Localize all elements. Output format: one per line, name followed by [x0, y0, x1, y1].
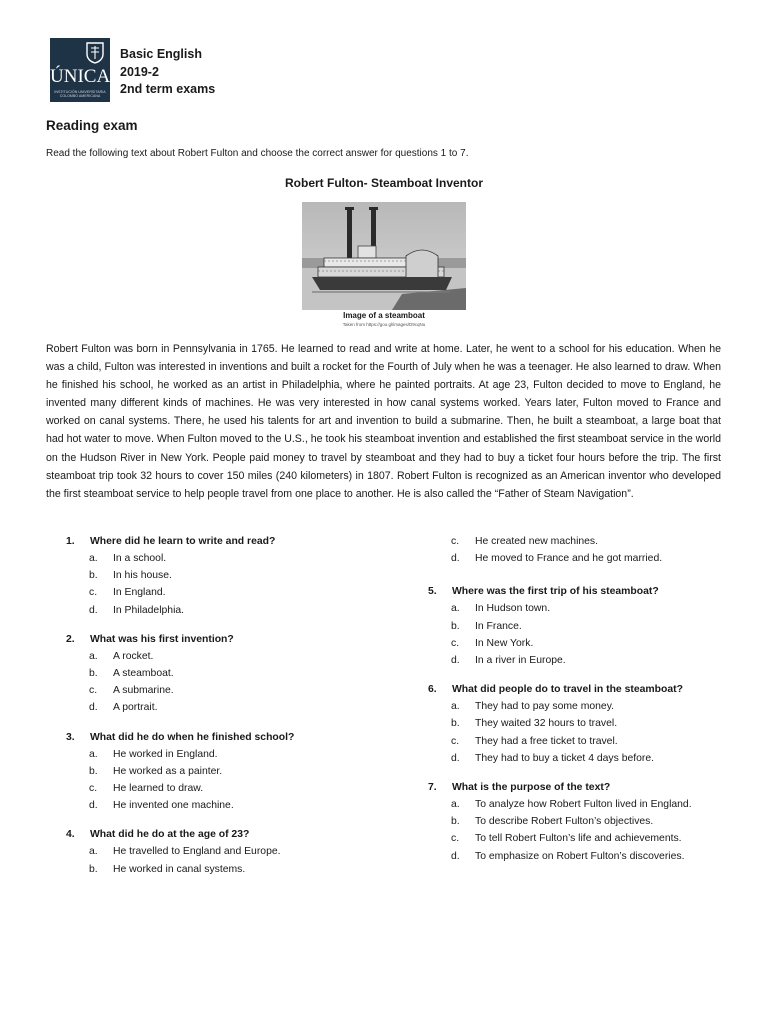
option-text: He worked as a painter. [113, 765, 223, 777]
answer-option[interactable] [428, 618, 748, 635]
option-text: In New York. [475, 637, 534, 649]
option-text: In Philadelphia. [113, 604, 185, 616]
option-letter: c. [451, 833, 460, 845]
option-text: A submarine. [113, 685, 174, 697]
answer-option[interactable] [428, 550, 748, 567]
option-text: A portrait. [113, 702, 158, 714]
question-text: What did he do at the age of 23? [90, 829, 250, 841]
answer-option[interactable] [66, 746, 386, 763]
option-text: To tell Robert Fulton’s life and achievements. [475, 833, 682, 845]
logo-tagline: INSTITUCIÓN UNIVERSITARIA COLOMBO AMERICANA [54, 90, 106, 98]
option-letter: c. [451, 735, 460, 747]
logo-text: ÚNICA [50, 66, 111, 87]
article-title: Robert Fulton- Steamboat Inventor [285, 176, 483, 190]
question-text: Where did he learn to write and read? [90, 536, 276, 547]
option-text: He worked in canal systems. [113, 863, 246, 875]
option-letter: a. [89, 553, 98, 564]
answer-option[interactable] [66, 665, 386, 682]
option-letter: b. [451, 816, 460, 828]
question-3 [66, 729, 386, 815]
section-title: Reading exam [46, 118, 138, 133]
question-number: 5. [428, 586, 437, 598]
image-credit: Taken from https://goo.gl/images/D9cqNu [342, 322, 426, 327]
option-letter: a. [89, 748, 98, 760]
option-text: He learned to draw. [113, 783, 204, 795]
answer-option[interactable] [66, 602, 386, 619]
option-letter: a. [451, 799, 460, 811]
option-text: To analyze how Robert Fulton lived in England. [475, 799, 692, 811]
questions-left-column [66, 533, 386, 890]
option-letter: b. [89, 668, 98, 680]
question-4-continued [428, 533, 748, 567]
option-letter: c. [89, 783, 98, 795]
answer-option[interactable] [66, 550, 386, 567]
answer-option[interactable] [428, 635, 748, 652]
option-text: In Hudson town. [475, 603, 551, 615]
option-letter: d. [451, 553, 460, 565]
option-text: To describe Robert Fulton’s objectives. [475, 816, 654, 828]
option-text: He worked in England. [113, 748, 218, 760]
questions-right-column [428, 533, 748, 877]
answer-option[interactable] [66, 843, 386, 860]
instructions: Read the following text about Robert Fulton and choose the correct answer for questions 1 to 7. [46, 148, 469, 159]
answer-option[interactable] [428, 750, 748, 767]
option-letter: c. [451, 536, 460, 547]
answer-option[interactable] [66, 567, 386, 584]
answer-option[interactable] [428, 652, 748, 669]
option-text: They had a free ticket to travel. [475, 735, 618, 747]
question-number: 3. [66, 731, 75, 743]
option-letter: d. [89, 800, 98, 812]
question-2 [66, 631, 386, 717]
question-text: What did he do when he finished school? [90, 731, 295, 743]
exam-name: 2nd term exams [120, 82, 216, 96]
option-letter: b. [89, 863, 98, 875]
question-text: What is the purpose of the text? [452, 782, 611, 794]
option-letter: c. [89, 587, 98, 599]
option-letter: b. [89, 765, 98, 777]
option-text: To emphasize on Robert Fulton’s discoveries. [475, 850, 685, 862]
steamboat-image [302, 202, 466, 310]
option-letter: a. [451, 701, 460, 713]
option-text: In England. [113, 587, 166, 599]
answer-option[interactable] [66, 682, 386, 699]
option-text: They had to pay some money. [475, 701, 614, 713]
answer-option[interactable] [66, 797, 386, 814]
answer-option[interactable] [428, 698, 748, 715]
exam-header [120, 46, 215, 99]
option-text: In his house. [113, 570, 172, 582]
option-letter: d. [451, 655, 460, 667]
answer-option[interactable] [428, 715, 748, 732]
option-text: He moved to France and he got married. [475, 553, 663, 565]
question-1 [66, 533, 386, 619]
answer-option[interactable] [66, 780, 386, 797]
question-6 [428, 681, 748, 767]
option-text: He created new machines. [475, 536, 599, 547]
question-number: 6. [428, 684, 437, 696]
option-letter: b. [451, 718, 460, 730]
answer-option[interactable] [428, 830, 748, 847]
answer-option[interactable] [428, 813, 748, 830]
question-4 [66, 826, 386, 877]
answer-option[interactable] [66, 699, 386, 716]
option-text: They waited 32 hours to travel. [475, 718, 618, 730]
option-letter: a. [451, 603, 460, 615]
answer-option[interactable] [428, 796, 748, 813]
option-text: In France. [475, 620, 522, 632]
option-text: He travelled to England and Europe. [113, 846, 281, 858]
question-5 [428, 583, 748, 669]
university-logo [50, 38, 110, 102]
question-text: What was his first invention? [90, 633, 234, 645]
option-letter: d. [89, 702, 98, 714]
question-number: 4. [66, 829, 75, 841]
option-text: They had to buy a ticket 4 days before. [475, 752, 655, 764]
question-text: Where was the first trip of his steamboat? [452, 586, 659, 598]
option-letter: c. [451, 637, 460, 649]
question-7 [428, 779, 748, 865]
option-letter: d. [89, 604, 98, 616]
option-text: In a river in Europe. [475, 655, 566, 667]
answer-option[interactable] [428, 848, 748, 865]
course-name: Basic English [120, 47, 202, 61]
image-caption: Image of a steamboat [343, 311, 425, 320]
option-letter: d. [451, 752, 460, 764]
option-text: In a school. [113, 553, 167, 564]
question-number: 1. [66, 536, 75, 547]
option-letter: b. [451, 620, 460, 632]
answer-option[interactable] [428, 600, 748, 617]
question-number: 2. [66, 633, 75, 645]
answer-option[interactable] [428, 533, 748, 550]
answer-option[interactable] [66, 584, 386, 601]
article-text: Robert Fulton was born in Pennsylvania in 1765. He learned to read and write at home. Later, he went to a school for his education. When he was a child, Fulton was interested in inventions and built a rocket for the Fourth of July when he was a teenager. He also learned to draw. When he finished his school, he worked as an artist in Philadelphia, where he painted portraits. At age 23, Fulton decided to move to England, he invented many different kinds of machines. He was very interested in how canal systems worked. Years later, Fulton moved to France and worked on canal systems. There, he used his talents for art and invention to build a submarine. Then, he built a steamboat, a large boat that had hot water to move. When Fulton moved to the U.S., he took his steamboat invention and established the first steamboat service in the world on the Hudson River in New York. People paid money to travel by steamboat and they had to buy a ticket four hours before the trip. The first steamboat trip took 32 hours to cover 150 miles (240 kilometers) in 1807. Robert Fulton is recognized as an American inventor who developed the first steamboat service to help people travel from one place to another. He is also called the “Father of Steam Navigation”. [46, 343, 721, 500]
option-letter: c. [89, 685, 98, 697]
option-letter: a. [89, 846, 98, 858]
option-letter: a. [89, 650, 98, 662]
answer-option[interactable] [66, 763, 386, 780]
option-text: A steamboat. [113, 668, 174, 680]
answer-option[interactable] [428, 733, 748, 750]
option-letter: b. [89, 570, 98, 582]
crest-icon [86, 42, 104, 64]
answer-option[interactable] [66, 648, 386, 665]
option-letter: d. [451, 850, 460, 862]
question-text: What did people do to travel in the steamboat? [452, 684, 683, 696]
option-text: He invented one machine. [113, 800, 234, 812]
question-number: 7. [428, 782, 437, 794]
answer-option[interactable] [66, 861, 386, 878]
exam-period: 2019-2 [120, 64, 159, 79]
option-text: A rocket. [113, 650, 154, 662]
